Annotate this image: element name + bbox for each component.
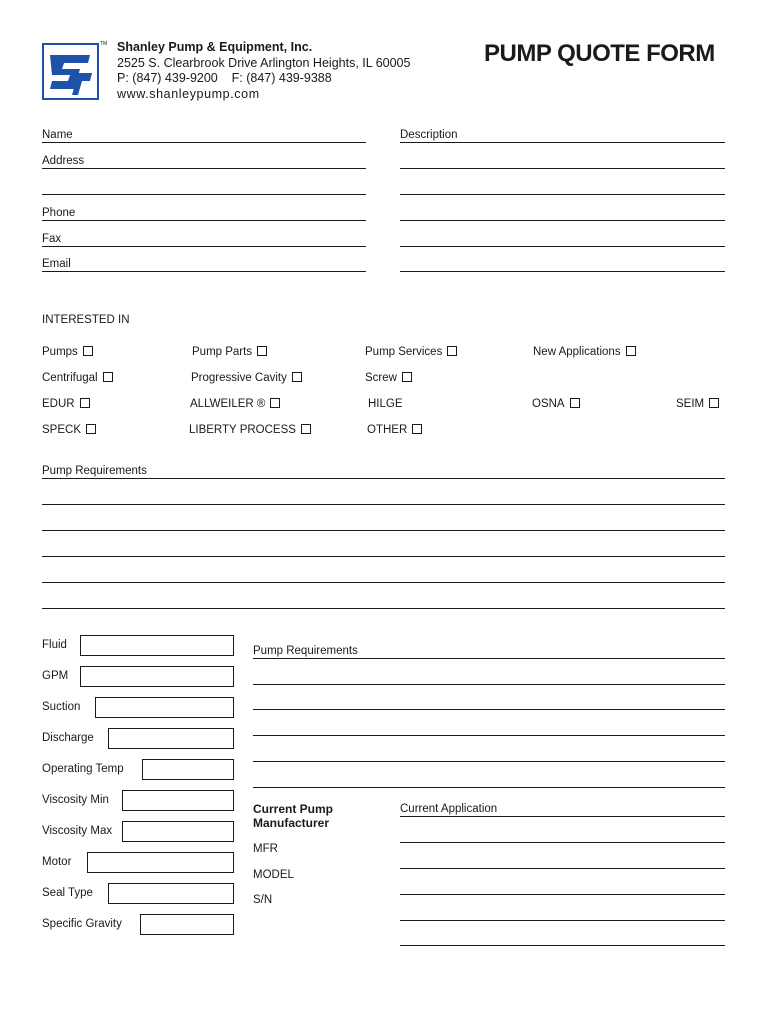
fluid-label: Fluid — [42, 639, 67, 651]
description-label: Description — [400, 129, 458, 141]
checkbox[interactable] — [709, 398, 719, 408]
company-website: www.shanleypump.com — [117, 86, 260, 101]
gpm-input[interactable] — [80, 666, 234, 687]
suction-input[interactable] — [95, 697, 234, 718]
pump-requirements-line-2[interactable] — [42, 504, 725, 505]
company-logo — [42, 43, 99, 100]
motor-label: Motor — [42, 856, 72, 868]
pump-requirements-line-3[interactable] — [42, 530, 725, 531]
current-application-line-2[interactable] — [400, 842, 725, 843]
option-label: Progressive Cavity — [191, 372, 287, 384]
option-label: Screw — [365, 372, 397, 384]
operating-temp-label: Operating Temp — [42, 763, 124, 775]
company-address: 2525 S. Clearbrook Drive Arlington Heights, IL 60005 — [117, 55, 411, 70]
option-speck[interactable] — [42, 424, 96, 436]
viscosity-min-label: Viscosity Min — [42, 794, 109, 806]
description-line-3[interactable] — [400, 194, 725, 195]
option-osna[interactable] — [532, 398, 580, 410]
checkbox[interactable] — [402, 372, 412, 382]
description-field[interactable] — [400, 142, 725, 143]
description-line-4[interactable] — [400, 220, 725, 221]
checkbox[interactable] — [447, 346, 457, 356]
seal-type-label: Seal Type — [42, 887, 93, 899]
checkbox[interactable] — [301, 424, 311, 434]
current-pump-manufacturer-label: Current Pump Manufacturer — [253, 802, 334, 830]
option-label: Pumps — [42, 346, 78, 358]
current-application-line-1[interactable] — [400, 816, 725, 817]
option-screw[interactable] — [365, 372, 412, 384]
fluid-input[interactable] — [80, 635, 234, 656]
option-hilge[interactable] — [368, 398, 403, 410]
current-application-line-4[interactable] — [400, 894, 725, 895]
option-label: SEIM — [676, 398, 705, 410]
pump-requirements-line-6[interactable] — [42, 608, 725, 609]
option-label: ALLWEILER ® — [190, 398, 266, 410]
gpm-label: GPM — [42, 670, 69, 682]
checkbox[interactable] — [257, 346, 267, 356]
description-line-2[interactable] — [400, 168, 725, 169]
description-line-5[interactable] — [400, 246, 725, 247]
viscosity-max-label: Viscosity Max — [42, 825, 113, 837]
option-label: EDUR — [42, 398, 75, 410]
checkbox[interactable] — [270, 398, 280, 408]
option-liberty-process[interactable] — [189, 424, 311, 436]
checkbox[interactable] — [103, 372, 113, 382]
current-application-line-6[interactable] — [400, 945, 725, 946]
company-name: Shanley Pump & Equipment, Inc. — [117, 40, 313, 54]
option-seim[interactable] — [676, 398, 719, 410]
description-line-6[interactable] — [400, 271, 725, 272]
discharge-input[interactable] — [108, 728, 234, 749]
viscosity-max-input[interactable] — [122, 821, 234, 842]
option-label: OSNA — [532, 398, 565, 410]
checkbox[interactable] — [412, 424, 422, 434]
address-field-2[interactable] — [42, 194, 366, 195]
sp-logo-icon — [44, 45, 97, 98]
option-pump-services[interactable] — [365, 346, 457, 358]
option-label: LIBERTY PROCESS — [189, 424, 296, 436]
address-label: Address — [42, 155, 85, 167]
phone-label: Phone — [42, 207, 76, 219]
right-pump-requirements-line-1[interactable] — [253, 658, 725, 659]
current-application-label: Current Application — [400, 803, 498, 815]
sn-label: S/N — [253, 894, 273, 906]
option-new-applications[interactable] — [533, 346, 636, 358]
interested-heading: INTERESTED IN — [42, 314, 130, 326]
checkbox[interactable] — [80, 398, 90, 408]
specific-gravity-input[interactable] — [140, 914, 234, 935]
suction-label: Suction — [42, 701, 81, 713]
motor-input[interactable] — [87, 852, 234, 873]
form-title: PUMP QUOTE FORM — [484, 40, 715, 67]
option-label: OTHER — [367, 424, 408, 436]
option-pumps[interactable] — [42, 346, 93, 358]
pump-requirements-label: Pump Requirements — [42, 465, 147, 477]
right-pump-requirements-line-3[interactable] — [253, 709, 725, 710]
email-field[interactable] — [42, 271, 366, 272]
option-label: SPECK — [42, 424, 81, 436]
viscosity-min-input[interactable] — [122, 790, 234, 811]
operating-temp-input[interactable] — [142, 759, 234, 780]
option-label: Pump Services — [365, 346, 443, 358]
discharge-label: Discharge — [42, 732, 94, 744]
option-edur[interactable] — [42, 398, 90, 410]
current-application-line-5[interactable] — [400, 920, 725, 921]
model-label: MODEL — [253, 869, 294, 881]
trademark-mark: TM — [100, 41, 108, 47]
mfr-label: MFR — [253, 843, 278, 855]
checkbox[interactable] — [83, 346, 93, 356]
checkbox[interactable] — [626, 346, 636, 356]
specific-gravity-label: Specific Gravity — [42, 918, 122, 930]
right-pump-requirements-line-6[interactable] — [253, 787, 725, 788]
pump-requirements-line-4[interactable] — [42, 556, 725, 557]
company-info — [117, 40, 410, 102]
option-label: New Applications — [533, 346, 621, 358]
address-field[interactable] — [42, 168, 366, 169]
fax-field[interactable] — [42, 246, 366, 247]
option-label: Pump Parts — [192, 346, 253, 358]
checkbox[interactable] — [570, 398, 580, 408]
name-label: Name — [42, 129, 73, 141]
option-other[interactable] — [367, 424, 422, 436]
option-label: HILGE — [368, 398, 403, 410]
phone-field[interactable] — [42, 220, 366, 221]
option-progressive-cavity[interactable] — [191, 372, 302, 384]
checkbox[interactable] — [292, 372, 302, 382]
company-phone-fax: P: (847) 439-9200 F: (847) 439-9388 — [117, 71, 332, 85]
option-allweiler[interactable] — [190, 398, 280, 410]
email-label: Email — [42, 258, 71, 270]
option-label: Centrifugal — [42, 372, 98, 384]
pump-requirements-line-5[interactable] — [42, 582, 725, 583]
right-pump-requirements-line-2[interactable] — [253, 684, 725, 685]
right-pump-requirements-line-4[interactable] — [253, 735, 725, 736]
current-application-line-3[interactable] — [400, 868, 725, 869]
name-field[interactable] — [42, 142, 366, 143]
option-pump-parts[interactable] — [192, 346, 267, 358]
pump-requirements-line-1[interactable] — [42, 478, 725, 479]
option-centrifugal[interactable] — [42, 372, 113, 384]
seal-type-input[interactable] — [108, 883, 234, 904]
right-pump-requirements-line-5[interactable] — [253, 761, 725, 762]
fax-label: Fax — [42, 233, 62, 245]
right-pump-requirements-label: Pump Requirements — [253, 645, 358, 657]
checkbox[interactable] — [86, 424, 96, 434]
